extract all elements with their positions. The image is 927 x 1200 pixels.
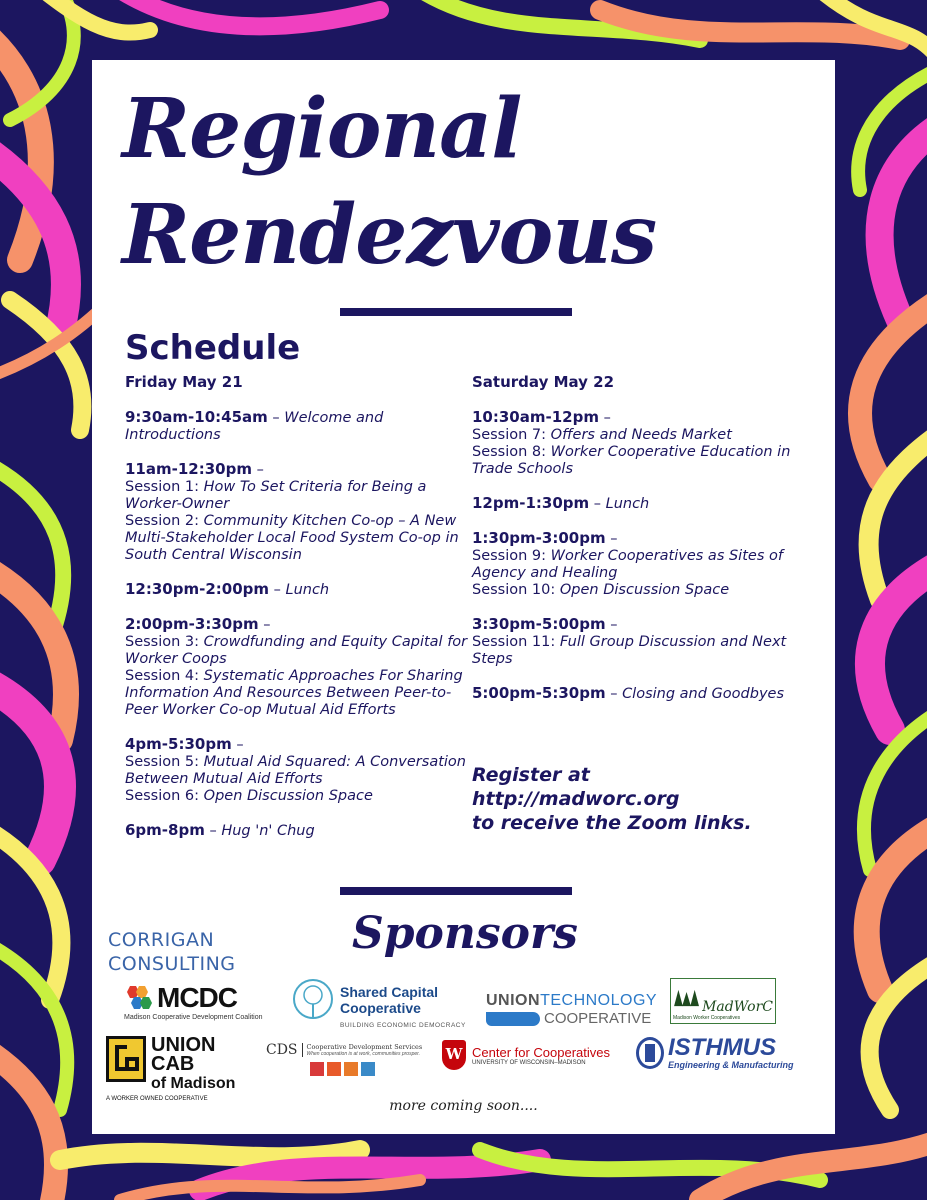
- block-time: 4pm-5:30pm: [125, 735, 232, 753]
- logo-text: TECHNOLOGY: [540, 992, 658, 1009]
- logo-subtext: UNIVERSITY OF WISCONSIN–MADISON: [472, 1059, 586, 1066]
- session-label: Session 4:: [125, 668, 204, 684]
- block-time: 5:00pm-5:30pm: [472, 684, 606, 702]
- logo-subtext: Madison Cooperative Development Coalition: [124, 1014, 263, 1021]
- session-title: Worker Cooperative Education in Trade Schools: [472, 444, 791, 477]
- block-time: 2:00pm-3:30pm: [125, 615, 259, 633]
- block-separator: –: [605, 686, 623, 702]
- cds-logo: [266, 1042, 436, 1076]
- schedule-block: [472, 530, 802, 599]
- tile-icon: [327, 1062, 341, 1076]
- session-label: Session 8:: [472, 444, 551, 460]
- session-label: Session 9:: [472, 548, 551, 564]
- isthmus-logo: [636, 1036, 816, 1070]
- logo-text: UNION: [151, 1034, 216, 1056]
- schedule-block: [472, 616, 802, 668]
- logo-subtext: When cooperation is at work, communities prosper.: [306, 1051, 421, 1057]
- schedule-block: [472, 409, 802, 478]
- block-separator: –: [269, 582, 286, 598]
- logo-text: Cooperative: [340, 1000, 421, 1016]
- logo-subtext: BUILDING ECONOMIC DEMOCRACY: [340, 1022, 466, 1029]
- schedule-block: [472, 495, 802, 513]
- schedule-heading: Schedule: [125, 328, 301, 368]
- block-title: Closing and Goodbyes: [622, 686, 785, 702]
- block-time: 6pm-8pm: [125, 821, 205, 839]
- day-heading: Saturday May 22: [472, 373, 615, 391]
- center-for-cooperatives-logo: [442, 1040, 632, 1070]
- logo-text: Shared Capital: [340, 984, 439, 1000]
- icon-tiles: [310, 1062, 436, 1076]
- block-separator: –: [605, 617, 618, 633]
- block-separator: –: [598, 410, 611, 426]
- session-title: Full Group Discussion and Next Steps: [472, 634, 787, 667]
- friday-column: [125, 374, 470, 857]
- schedule-block: [472, 685, 802, 703]
- logo-text: ISTHMUS: [668, 1034, 776, 1061]
- corrigan-consulting-logo: [108, 928, 236, 976]
- session-title: How To Set Criteria for Being a Worker-Owner: [125, 479, 427, 512]
- logo-subtext: Madison Worker Cooperatives: [673, 1015, 741, 1021]
- block-time: 12:30pm-2:00pm: [125, 580, 270, 598]
- block-title: Hug 'n' Chug: [221, 823, 315, 839]
- logo-text: of Madison: [151, 1075, 236, 1092]
- session-title: Offers and Needs Market: [550, 427, 732, 443]
- logo-text: CDS: [266, 1042, 298, 1058]
- block-separator: –: [589, 496, 606, 512]
- block-separator: –: [251, 462, 264, 478]
- logo-text: CORRIGAN: [108, 929, 215, 951]
- divider: [340, 887, 572, 895]
- cab-icon: [106, 1036, 146, 1082]
- session-title: Worker Cooperatives as Sites of Agency and Healing: [472, 548, 783, 581]
- logo-text: CAB: [151, 1053, 195, 1075]
- register-link[interactable]: http://madworc.org: [472, 788, 680, 810]
- shared-capital-logo: [292, 978, 468, 1029]
- block-time: 9:30am-10:45am: [125, 408, 268, 426]
- register-callout: [472, 763, 812, 835]
- session-label: Session 2:: [125, 513, 204, 529]
- logo-text: CONSULTING: [108, 953, 236, 975]
- register-line: to receive the Zoom links.: [472, 812, 752, 834]
- session-label: Session 6:: [125, 788, 204, 804]
- session-title: Open Discussion Space: [559, 582, 730, 598]
- logo-subtext: Engineering & Manufacturing: [668, 1060, 794, 1070]
- isthmus-mark-icon: [636, 1037, 664, 1069]
- block-title: Welcome and Introductions: [125, 410, 384, 443]
- tile-icon: [361, 1062, 375, 1076]
- schedule-block: [125, 409, 470, 444]
- logo-text: Cooperative Development Services: [306, 1043, 423, 1051]
- schedule-block: [125, 822, 470, 840]
- title-line-1: Regional: [122, 81, 522, 177]
- logo-subtext: A WORKER OWNED COOPERATIVE: [106, 1096, 208, 1102]
- more-coming-soon: more coming soon....: [389, 1098, 538, 1114]
- session-title: Systematic Approaches For Sharing Information And Resources Between Peer-to-Peer Worker Co-op Mutual Aid Efforts: [125, 668, 463, 718]
- block-time: 3:30pm-5:00pm: [472, 615, 606, 633]
- logo-text: UNION: [486, 992, 541, 1009]
- hexagon-cluster-icon: [124, 985, 154, 1011]
- block-title: Lunch: [605, 496, 650, 512]
- session-label: Session 3:: [125, 634, 204, 650]
- schedule-block: [125, 581, 470, 599]
- madworc-logo: [670, 978, 776, 1024]
- block-separator: –: [258, 617, 271, 633]
- session-title: Community Kitchen Co-op – A New Multi-Stakeholder Local Food System Co-op in South Central Wisconsin: [125, 513, 459, 563]
- logo-text: Center for Cooperatives: [472, 1044, 611, 1060]
- block-separator: –: [267, 410, 285, 426]
- block-time: 11am-12:30pm: [125, 460, 252, 478]
- union-technology-logo: [486, 992, 656, 1027]
- block-title: Lunch: [285, 582, 330, 598]
- session-label: Session 5:: [125, 754, 204, 770]
- logo-text: COOPERATIVE: [544, 1010, 652, 1027]
- tile-icon: [310, 1062, 324, 1076]
- session-title: Crowdfunding and Equity Capital for Worker Coops: [125, 634, 468, 667]
- session-label: Session 11:: [472, 634, 560, 650]
- session-label: Session 7:: [472, 427, 551, 443]
- session-title: Open Discussion Space: [203, 788, 373, 804]
- pine-trees-icon: [673, 981, 700, 1015]
- block-time: 12pm-1:30pm: [472, 494, 590, 512]
- swoosh-icon: [486, 1012, 540, 1026]
- register-line: Register at: [472, 764, 590, 786]
- logo-text: MCDC: [157, 982, 237, 1013]
- block-separator: –: [605, 531, 618, 547]
- content-panel: [92, 60, 835, 1134]
- tile-icon: [344, 1062, 358, 1076]
- schedule-block: [125, 461, 470, 564]
- session-label: Session 10:: [472, 582, 560, 598]
- sponsors-heading: Sponsors: [352, 908, 578, 959]
- logo-text: MadWorC: [702, 999, 773, 1015]
- schedule-block: [125, 616, 470, 719]
- block-time: 10:30am-12pm: [472, 408, 599, 426]
- session-title: Mutual Aid Squared: A Conversation Between Mutual Aid Efforts: [125, 754, 466, 787]
- tree-circle-icon: [292, 978, 334, 1022]
- mcdc-logo: [124, 982, 274, 1021]
- block-separator: –: [231, 737, 244, 753]
- divider: [340, 308, 572, 316]
- saturday-column: [472, 374, 802, 720]
- block-separator: –: [204, 823, 222, 839]
- session-label: Session 1:: [125, 479, 204, 495]
- title-line-2: Rendezvous: [122, 187, 657, 283]
- union-cab-logo: [106, 1036, 256, 1102]
- schedule-block: [125, 736, 470, 805]
- uw-crest-icon: W: [442, 1040, 466, 1070]
- day-heading: Friday May 21: [125, 373, 243, 391]
- block-time: 1:30pm-3:00pm: [472, 529, 606, 547]
